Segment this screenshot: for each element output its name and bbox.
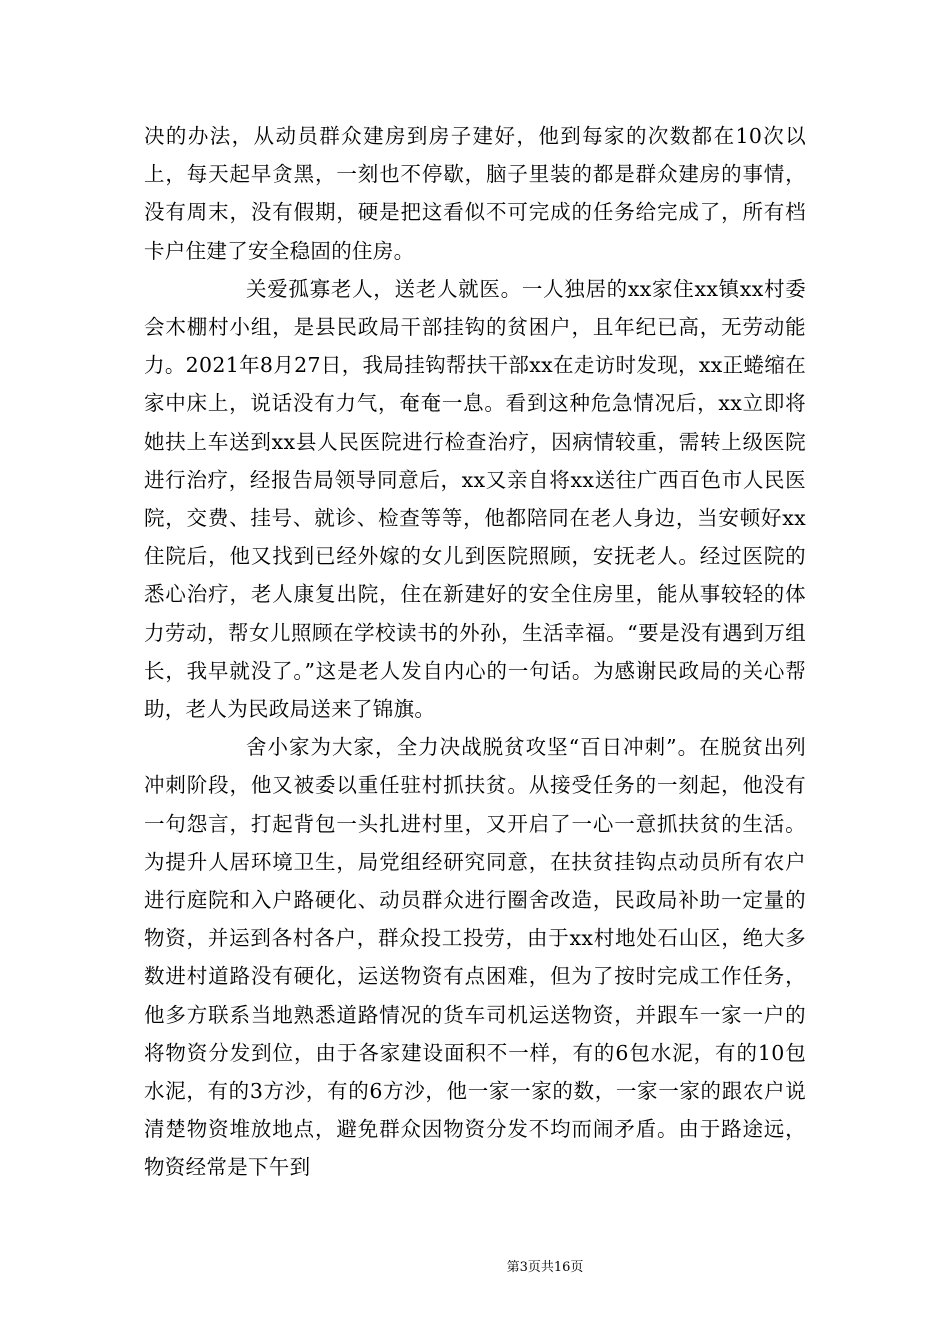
paragraph-elderly-care: 关爱孤寡老人，送老人就医。一人独居的xx家住xx镇xx村委会木棚村小组，是县民政局干部挂钩的贫困户，且年纪已高，无劳动能力。2021年8月27日，我局挂钩帮扶干部xx在走访时发现，xx正蜷缩在家中床上，说话没有力气，奄奄一息。看到这种危急情况后，xx立即将她扶上车送到xx县人民医院进行检查治疗，因病情较重，需转上级医院进行治疗，经报告局领导同意后，xx又亲自将xx送往广西百色市人民医院，交费、挂号、就诊、检查等等，他都陪同在老人身边，当安顿好xx住院后，他又找到已经外嫁的女儿到医院照顾，安抚老人。经过医院的悉心治疗，老人康复出院，住在新建好的安全住房里，能从事较轻的体力劳动，帮女儿照顾在学校读书的外孙，生活幸福。“要是没有遇到万组长，我早就没了。”这是老人发自内心的一句话。为感谢民政局的关心帮助，老人为民政局送来了锦旗。 [144, 276, 806, 722]
paragraph-poverty-sprint: 舍小家为大家，全力决战脱贫攻坚“百日冲刺”。在脱贫出列冲刺阶段，他又被委以重任驻村抓扶贫。从接受任务的一刻起，他没有一句怨言，打起背包一头扎进村里，又开启了一心一意抓扶贫的生活。为提升人居环境卫生，局党组经研究同意，在扶贫挂钩点动员所有农户进行庭院和入户路硬化、动员群众进行圈舍改造，民政局补助一定量的物资，并运到各村各户，群众投工投劳，由于xx村地处石山区，绝大多数进村道路没有硬化，运送物资有点困难，但为了按时完成工作任务，他多方联系当地熟悉道路情况的货车司机运送物资，并跟车一家一户的将物资分发到位，由于各家建设面积不一样，有的6包水泥，有的10包水泥，有的3方沙，有的6方沙，他一家一家的数，一家一家的跟农户说清楚物资堆放地点，避免群众因物资分发不均而闹矛盾。由于路途远，物资经常是下午到 [144, 735, 806, 1180]
paragraph-continued: 决的办法，从动员群众建房到房子建好，他到每家的次数都在10次以上，每天起早贪黑，一刻也不停歇，脑子里装的都是群众建房的事情，没有周末，没有假期，硬是把这看似不可完成的任务给完成了，所有档卡户住建了安全稳固的住房。 [144, 124, 806, 263]
body-text [144, 117, 806, 1187]
page-number: 第3页共16页 [506, 1260, 584, 1275]
